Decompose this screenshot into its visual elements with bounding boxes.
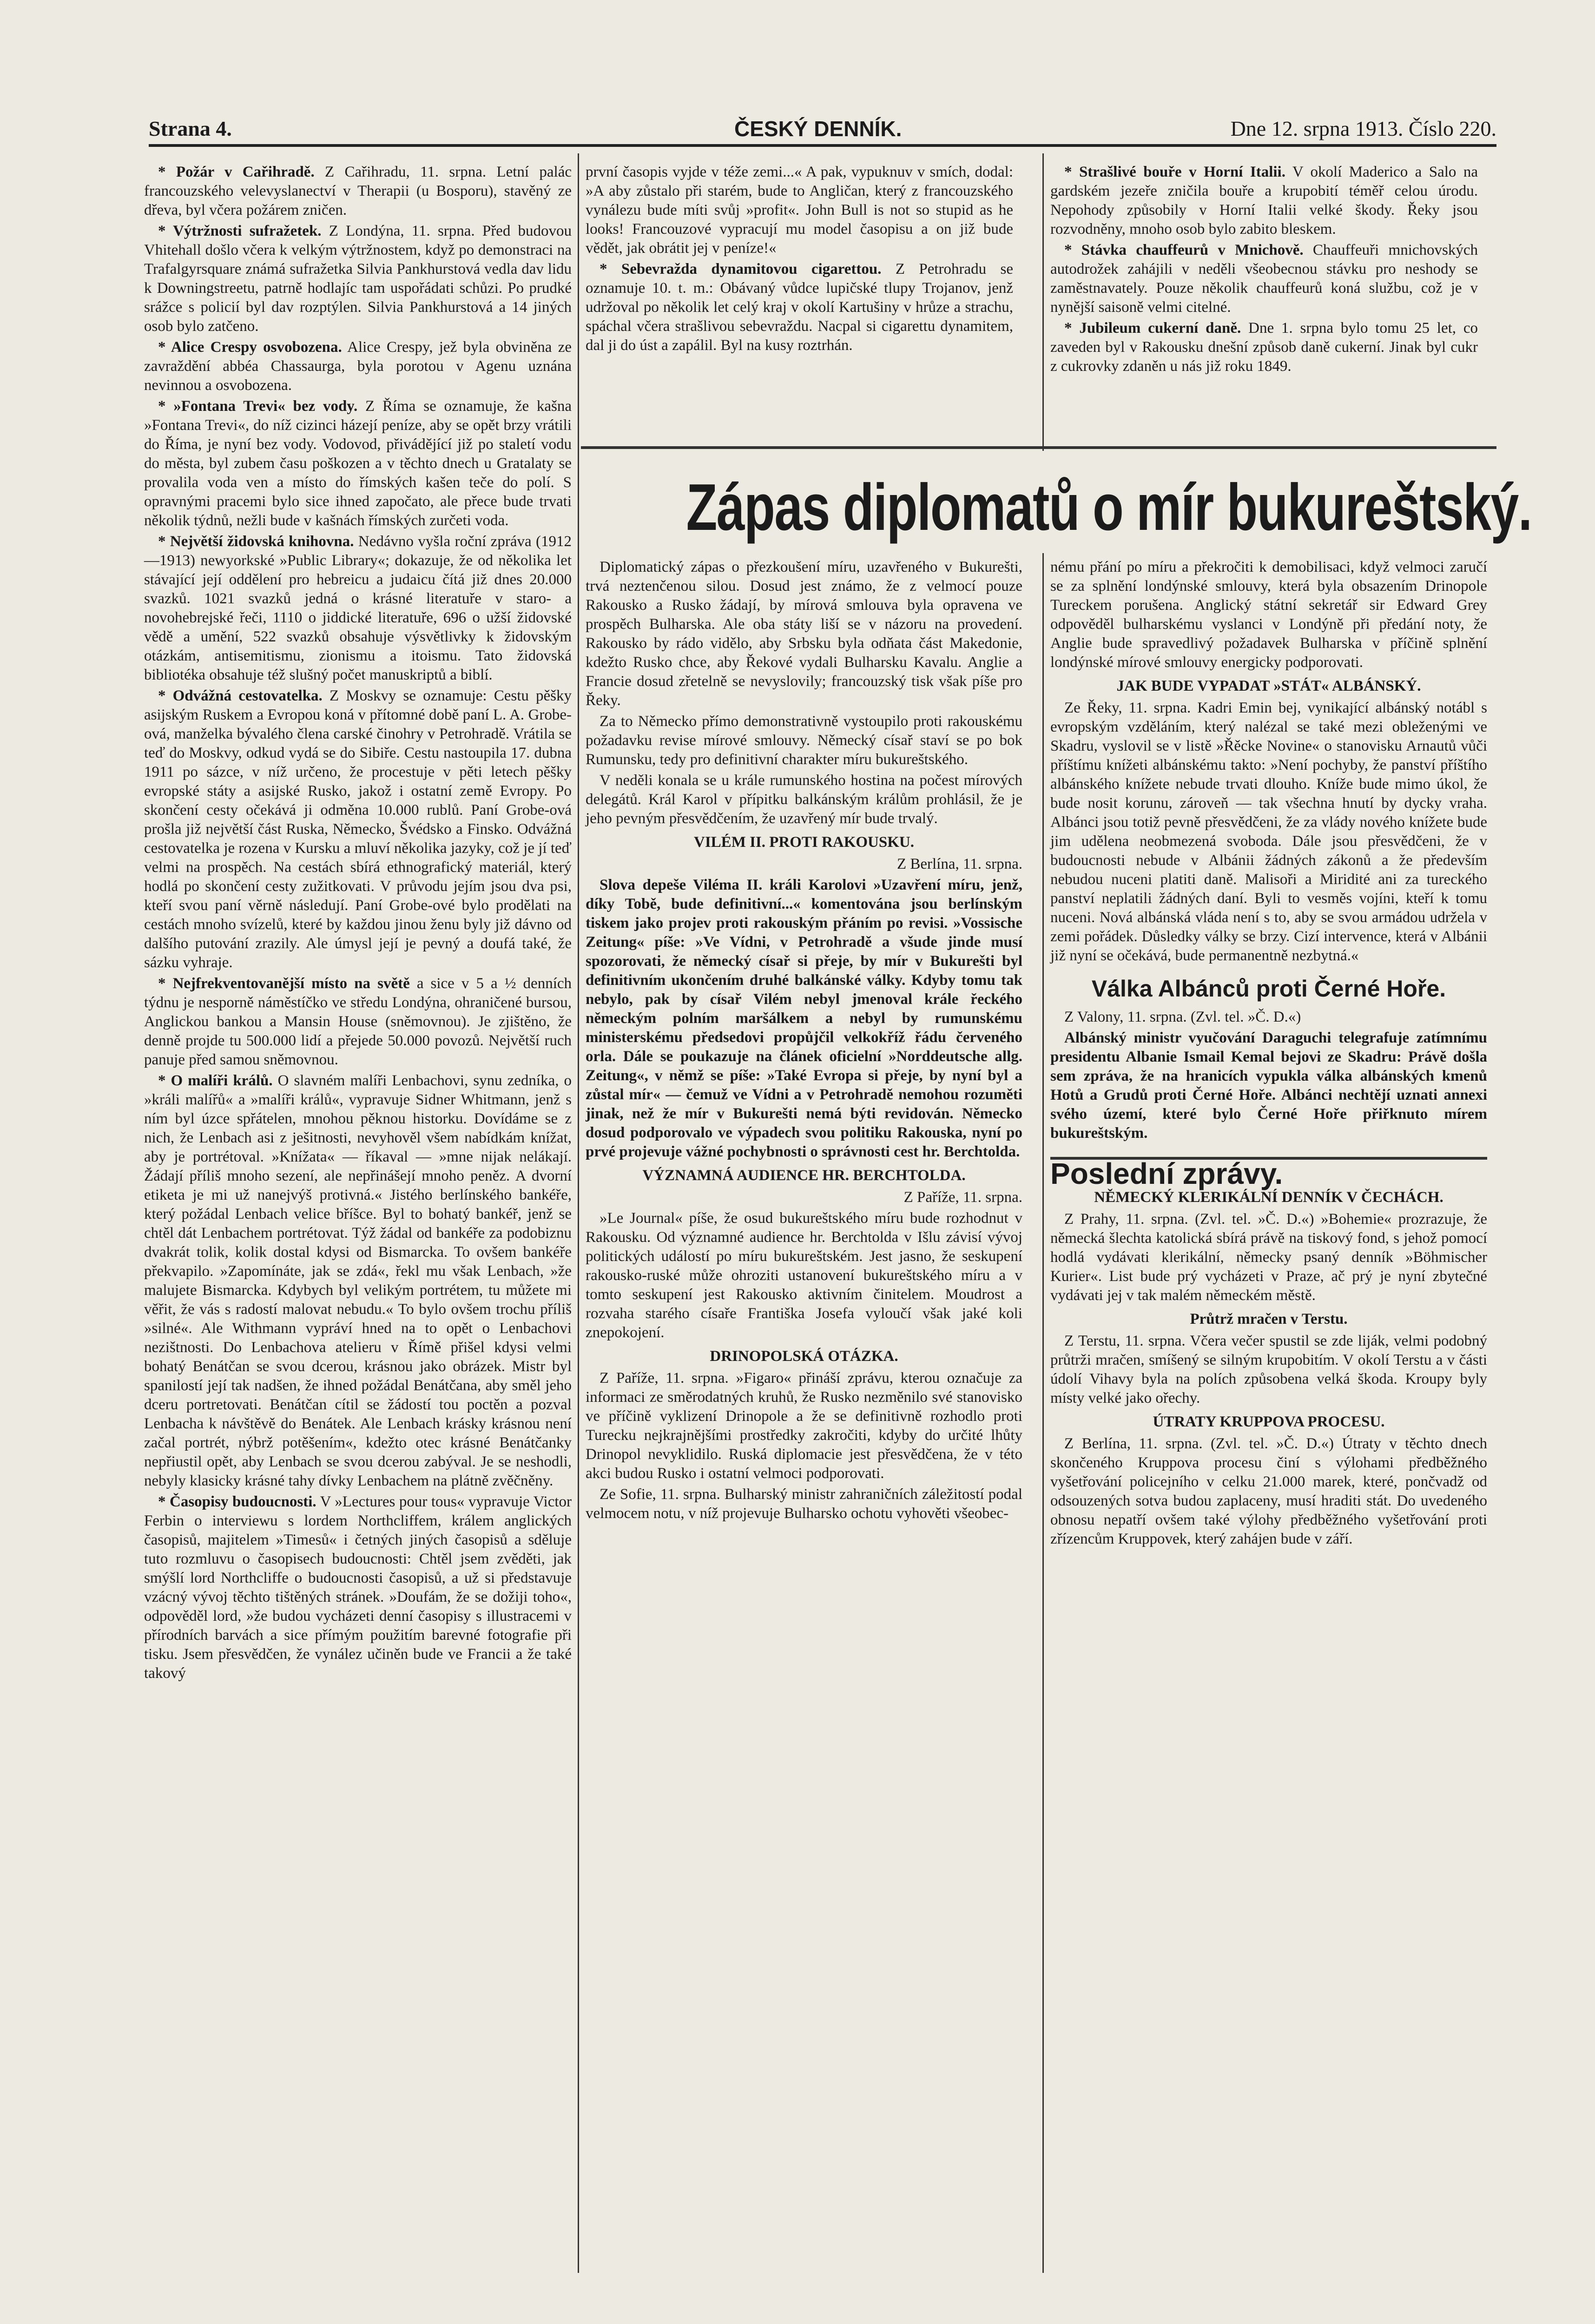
- subhead-tersto: Průtrž mračen v Terstu.: [1190, 1311, 1348, 1327]
- article-valka: Albánský ministr vyučování Daraguchi telegrafuje zatímnímu presidentu Albanie Ismail Kemal bejovi ze Skadru: Právě došla sem zpráva, že na hranicích vypukla válka albánských kmenů Hotů a Grudů proti Černé Hoře. Albánci nechtějí uznati annexi svého území, které bylo Černé Hoře přiřknuto mírem bukureštským.: [1050, 1030, 1487, 1142]
- article-audience: »Le Journal« píše, že osud bukureštského míru bude rozhodnut v Rakousku. Od významné audience hr. Berchtolda v Išlu závisí vývoj politických událostí po míru bukureštském. Jest jasno, že seskupení rakousko-ruské může ohroziti ustanovení bukureštského míru a v tomto seskupení jest Rakousko aktivním činitelem. Moudrost a rozvaha starého císaře Františka Josefa vyloučí však jaké koli znepokojení.: [586, 1210, 1022, 1341]
- lead-paragraph: Diplomatický zápas o přezkoušení míru, uzavřeného v Bukurešti, trvá neztenčenou silou. Dosud jest známo, že z velmocí pouze Rakousko a Rusko žádají, by mírová smlouva byla opravena ve prospěch Bulharska. Ale oba státy liší se v názoru na provedení. Rakousko by rádo vidělo, aby Srbsku byla odňata část Makedonie, kdežto Rusko chce, aby Řekové vydali Bulharsku Kavalu. Anglie a Francie dosud zřetelně se nevyslovily; francouzský tisk však píše pro Řeky.: [586, 559, 1022, 709]
- column-rule: [1042, 153, 1044, 451]
- article-krupp: Z Berlína, 11. srpna. (Zvl. tel. »Č. D.«) Útraty v těchto dnech skončeného Kruppova procesu činí s výlohami předběžného vyšetřování policejního v celku 21.000 marek, které, pončvadž od odsouzených sotva budou zaplaceny, musí hraditi stát. Do uvedeného obnosu nepatří ovšem také výlohy předběžného vyšetřování proti zřízencům Kruppovek, který zahájen bude v září.: [1050, 1435, 1487, 1547]
- article-sofie: Ze Sofie, 11. srpna. Bulharský ministr zahraničních záležitostí podal velmocem notu, v níž projevuje Bulharsko ochotu vyhověti všeobec-: [586, 1486, 1022, 1522]
- article-boure: * Strašlivé bouře v Horní Italii. V okolí Maderico a Salo na gardském jezeře zničila bouře a krupobití téměř celou úrodu. Nepohody způsobily v Horní Italii velké škody. Řeky jsou rozvodněny, mnoho osob bylo zabito bleskem.: [1050, 164, 1478, 238]
- column-2-top: [586, 163, 1013, 442]
- subhead-krupp: ÚTRATY KRUPPOVA PROCESU.: [1153, 1413, 1385, 1430]
- subhead-vilem: VILÉM II. PROTI RAKOUSKU.: [694, 834, 914, 851]
- subhead-klerikalni: NĚMECKÝ KLERIKÁLNÍ DENNÍK V ČECHÁCH.: [1094, 1189, 1443, 1206]
- main-headline: Zápas diplomatů o mír bukureštský.: [686, 470, 1532, 544]
- article-sebevrazda: * Sebevražda dynamitovou cigarettou. Z Petrohradu se oznamuje 10. t. m.: Obávaný vůdce lupičské tlupy Trojanov, jenž udržoval po několik let celý kraj v okolí Kartušiny v hrůze a strachu, spáchal včera strašlivou sebevraždu. Nacpal si cigarettu dynamitem, dal ji do úst a zapálil. Byl na kusy roztrhán.: [586, 261, 1013, 354]
- lead-paragraph: Za to Německo přímo demonstrativně vystoupilo proti rakouskému požadavku revise mírové smlouvy. Německý císař staví se po bok Rumunsku, tedy pro definitivní charakter míru bukureštského.: [586, 713, 1022, 768]
- article-crespy: * Alice Crespy osvobozena. Alice Crespy, jež byla obviněna ze zavraždění abbéa Chassaurga, byla porotou v Agenu uznána nevinnou a osvobozena.: [144, 339, 572, 394]
- column-rule: [1042, 553, 1044, 2273]
- column-2-main: [586, 558, 1022, 2278]
- page-header: [149, 107, 1496, 147]
- column-1: [144, 163, 572, 2273]
- article-knihovna: * Největší židovská knihovna. Nedávno vyšla roční zpráva (1912—1913) newyorkské »Public Library«; dokazuje, že od několika let stávající její oddělení pro hebreicu a judaicu čítá již dnes 20.000 svazků. 1021 svazků jedná o krásné literatuře v staro- a novohebrejské řeči, 1110 o jiddické literatuře, 696 o užší židovské vědě a umění, 522 svazků obsahuje výsvětlivky k židovským otázkám, antisemitismu, zionismu a itoismu. Tato židovská bibliotéka obsahuje též slušný počet manuskriptů a biblí.: [144, 533, 572, 683]
- article-pozar: * Požár v Cařihradě. Z Cařihradu, 11. srpna. Letní palác francouzského velevyslanectví v Therapii (u Bosporu), stavěný ze dřeva, byl včera požárem zničen.: [144, 164, 572, 218]
- article-sufrazetky: * Výtržnosti sufražetek. Z Londýna, 11. srpna. Před budovou Vhitehall došlo včera k velkým výtržnostem, když po demonstraci na Trafalgyrsquare známá sufražetka Silvia Pankhurstová vedla dav lidu k Downingstreetu, patrně hodlajíc tam uspořádati schůzi. Po prudké srážce s policií byl dav rozptýlen. Silvia Pankhurstová a 14 jiných osob bylo zatčeno.: [144, 223, 572, 335]
- article-malir: * O malíři králů. O slavném malíři Lenbachovi, synu zedníka, o »králi malířů« a »malíři králů«, vypravuje Sidner Whitmann, jenž s ním byl úzce spřátelen, mnohou pěknou historku. Dovídáme se z nich, že Lenbach asi z ješitnosti, nevyhověl všem nabídkám knížat, aby je portrétoval. »Knížata« — říkaval — »mne nijak nelákají. Žádají příliš mnoho sezení, ale nepřinášejí mnoho peněz. A dvorní etiketa je mi už nanejvýš protivná.« Jistého berlínského bankéře, který požádal Lenbach velice bříšce. Byl to bohatý bankéř, jenž se chtěl dát Lenbachem portrétovat. Týž žádal od bankéře za podobiznu dvakrát tolik, kolik dostal kdysi od Bismarcka. To ovšem bankéře překvapilo. »Zapomínáte, jak se zdá«, řekl mu však Lenbach, »že malujete Bismarcka. Kdybych byl velikým portrétem, tu můžete mi věřit, že vás s radostí malovat nebudu.« To bylo ovšem trochu příliš »silné«. Ale Withmann vypráví hned na to opět o Lenbachovi nezištnosti. Do Lenbachova atelieru v Římě přišel kdysi velmi bohatý Benátčan se svou dcerou, krásnou jako obrázek. Mistr byl spanilostí její tak nadšen, že ihned požádal Benátčana, aby směl jeho dceru portretovati. Benátčan cítil se žádostí tou poctěn a pozval Lenbacha k návštěvě do Benátek. Ale Lenbach krásky krásnou není začal portrét, nýbrž potěšením«, kdežto otec krásné Benátčanky nepřiustil opět, aby Lenbach se svou dcerou zabýval. Je se neshodli, nebyly klasicky krásné tahy dívky Lenbachem na plátně zvěčněny.: [144, 1072, 572, 1489]
- dateline: Z Berlína, 11. srpna.: [896, 856, 1022, 872]
- subhead-albania: JAK BUDE VYPADAT »STÁT« ALBÁNSKÝ.: [1116, 678, 1421, 694]
- article-drinopol: Z Paříže, 11. srpna. »Figaro« přináší zprávu, kterou označuje za informaci ze směrodatných kruhů, že Rusko nezměnilo své stanovisko ve příčině vyklizení Drinopole a že se definitivně rozhodlo proti Turecku nejkrajnějšími prostředky zakročiti, kdyby do určité lhůty Drinopol nevyklidilo. Ruská diplomacie jest přesvědčena, že v této akci budou Rusko i ostatní velmoci podporovati.: [586, 1370, 1022, 1482]
- dateline: Z Valony, 11. srpna. (Zvl. tel. »Č. D.«): [1064, 1009, 1301, 1025]
- article-tersto: Z Terstu, 11. srpna. Včera večer spustil se zde liják, velmi podobný průtrži mračen, smíšený se silným krupobitím. V okolí Terstu a v části údolí Vihavy byla na polích způsobena velká škoda. Kroupy byly místy velké jako ořechy.: [1050, 1333, 1487, 1406]
- section-valka: Válka Albánců proti Černé Hoře.: [1091, 976, 1446, 1002]
- article-casopisy-cont: první časopis vyjde v téže zemi...« A pak, vypuknuv v smích, dodal: »A aby zůstalo při starém, bude to Angličan, který z francouzského vynálezu bude míti svůj »profit«. John Bull is not so stupid as he looks! Francouzové vypracují mu model časopisu a on již bude vědět, jak obrátit jej v peníze!«: [586, 164, 1013, 257]
- article-cestovatelka: * Odvážná cestovatelka. Z Moskvy se oznamuje: Cestu pěšky asijským Ruskem a Evropou koná v přítomné době paní L. A. Grobe-ová, manželka bývalého člena carské činohry v Petrohradě. Vrátila se teď do Moskvy, odkud vydá se do Sibiře. Cestu nastoupila 17. dubna 1911 po sázce, v níž určeno, že procestuje v pěti letech pěšky evropské státy a asijské Rusko, jakož i ostatní země Evropy. Po skončení cesty očekává ji odměna 10.000 rublů. Paní Grobe-ová prošla již největší část Ruska, Německo, Švédsko a Finsko. Odvážná cestovatelka je rozena v Kursku a mluví několika jazyky, což je jí teď velmi na prospěch. Na cestách sbírá ethnografický materiál, který hodlá po skončení cesty zužitkovati. V průvodu jejím jsou dva psi, kteří svou paní věrně následují. Paní Grobe-ové bylo prodělati na cestách mnoho svízelů, které by každou jinou ženu byly již dávno od dalšího putování zrazily. Ale úmysl její je pevný a doufá také, že sázku vyhraje.: [144, 687, 572, 971]
- article-klerikalni: Z Prahy, 11. srpna. (Zvl. tel. »Č. D.«) »Bohemie« prozrazuje, že německá šlechta katolická sbírá právě na tiskový fond, s jehož pomocí hodlá vydávati klerikální, německy psaný denník »Böhmischer Kurier«. List bude prý vycházeti v Praze, ač prý je nyní zbytečné vydávati jej v tak malém německém městě.: [1050, 1211, 1487, 1304]
- section-rule: [581, 446, 1496, 449]
- article-fontana: * »Fontana Trevi« bez vody. Z Říma se oznamuje, že kašna »Fontana Trevi«, do níž cizinci házejí peníze, aby se opět brzy vrátili do Říma, je nyní bez vody. Vodovod, přivádějící již po staletí vodu do města, byl zubem času poškozen a v těchto dnech u Gratalaty se provalila voda ven a místo do římských kašen teče do polí. S opravnými pracemi bylo sice ihned započato, ale přece bude trvati několik týdnů, nežli bude v kašnách římských zurčeti voda.: [144, 398, 572, 529]
- issue-date: Dne 12. srpna 1913. Číslo 220.: [1230, 117, 1496, 140]
- column-rule: [578, 153, 579, 2273]
- column-3-top: [1050, 163, 1478, 423]
- lead-paragraph: V neděli konala se u krále rumunského hostina na počest mírových delegátů. Král Karol v přípitku balkánským králům prohlásil, že je jeho pevným přesvědčením, že uzavřený mír bude trvalý.: [586, 772, 1022, 827]
- column-3-main: [1050, 558, 1487, 2278]
- section-posledni: Poslední zprávy.: [1050, 1157, 1487, 1183]
- dateline: Z Paříže, 11. srpna.: [903, 1189, 1022, 1206]
- article-stavka: * Stávka chauffeurů v Mnichově. Chauffeuři mnichovských autodrožek zahájili v neděli všeobecnou stávku pro neshody se zaměstnavately. Pouze několik chauffeurů koná službu, což je v nynější saisoně velmi citelné.: [1050, 242, 1478, 316]
- article-vilem: Slova depeše Viléma II. králi Karolovi »Uzavření míru, jenž, díky Tobě, bude definitivní...« komentována jsou berlínským tiskem jako projev proti rakouským přáním po revisi. »Vossische Zeitung« píše: »Ve Vídni, v Petrohradě a všude jinde musí spozorovati, že německý císař si přeje, by mír v Bukurešti byl definitivním ukončením druhé balkánské války. Kdyby tomu tak nebylo, pak by císař Vilém nebyl jmenoval krále řeckého německým polním maršálkem a nebyl by rumunskému ministerskému předsedovi propůjčil velkokříž řádu červeného orla. Dále se poukazuje na článek oficielní »Norddeutsche allg. Zeitung«, v němž se píše: »Také Evropa si přeje, by nyní byl a zůstal mír« — čemuž ve Vídni a v Petrohradě nemohou rozuměti jinak, než že mír v Bukurešti nemá býti revidován. Německo dosud podporovalo ve výpadech svou politiku Rakouska, nyní po prvé projevuje vážné pochybnosti o správnosti cest hr. Berchtolda.: [586, 877, 1022, 1160]
- article-albania: Ze Řeky, 11. srpna. Kadri Emin bej, vynikající albánský notábl s evropským vzděláním, který nalézal se také mezi obleženými ve Skadru, vyslovil se v listě »Řěcke Novine« o stanovisku Arnautů vůči příštímu knížeti albánskému takto: »Není pochyby, že panství příštího albánského knížete nebude trvati dlouho. Kníže bude mimo úkol, že bude nosit korunu, zároveň — tak všechna hnutí by dycky vraha. Albánci jsou totiž pevně přesvědčeni, že za vlády nového knížete bude jim udělena neobmezená svoboda. Dále jsou přesvědčeni, že v budoucnosti nebude v Albánii žádných zákonů a že především nebudou nuceni platiti daně. Malisoři a Miridité ani za tureckého panství neplatili žádných daní. Byli to vesměs vojíni, kteří k tomu nuceni. Nová albánská vláda není s to, aby se svou armádou udržela v zemi pořádek. Důsledky války se brzy. Cizí intervence, která v Albánii již nyní se očekává, bude permanentně nezbytná.«: [1050, 700, 1487, 964]
- article-jubileum: * Jubileum cukerní daně. Dne 1. srpna bylo tomu 25 let, co zaveden byl v Rakousku dnešní způsob daně cukerní. Jinak byl cukr z cukrovky zdaněn u nás již roku 1849.: [1050, 320, 1478, 375]
- article-casopisy: * Časopisy budoucnosti. V »Lectures pour tous« vypravuje Victor Ferbin o interviewu s lordem Northcliffem, králem anglických časopisů, majitelem »Timesů« i četných jiných časopisů a sděluje tuto rozmluvu o časopisech budoucnosti: Chtěl jsem zvěděti, jak smýšlí lord Northcliffe o budoucnosti časopisů, a už si představuje vzácný vývoj těchto tištěných stránek. »Doufám, že se dožiji toho«, odpověděl lord, »že budou vycházeti denní časopisy s illustracemi v přírodních barvách a sice přímým použitím barevné fotografie při tisku. Jsem přesvědčen, že vynález učiněn bude ve Francii a že také takový: [144, 1493, 572, 1682]
- article-sofie-cont: nému přání po míru a překročiti k demobilisaci, když velmoci zaručí se za splnění londýnské smlouvy, která byla obsazením Drinopole Tureckem porušena. Anglický státní sekretář sir Edward Grey odpověděl bulharskému vyslanci v Londýně při předání noty, že Anglie bude spravedlivý požadavek Bulharska v příčině splnění londýnské mírové smlouvy energicky podporovati.: [1050, 559, 1487, 671]
- page-number: Strana 4.: [149, 117, 232, 140]
- subhead-drinopol: DRINOPOLSKÁ OTÁZKA.: [710, 1348, 898, 1365]
- masthead: ČESKÝ DENNÍK.: [734, 117, 902, 141]
- subhead-audience: VÝZNAMNÁ AUDIENCE HR. BERCHTOLDA.: [642, 1167, 966, 1184]
- article-misto: * Nejfrekventovanější místo na světě a sice v 5 a ½ denních týdnu je nesporně náměstíčko ve středu Londýna, ohraničené bursou, Anglickou bankou a Mansin House (sněmovnou). Je zjištěno, že denně projde tu 500.000 lidí a přejede 50.000 povozů. Největší ruch panuje před samou sněmovnou.: [144, 975, 572, 1068]
